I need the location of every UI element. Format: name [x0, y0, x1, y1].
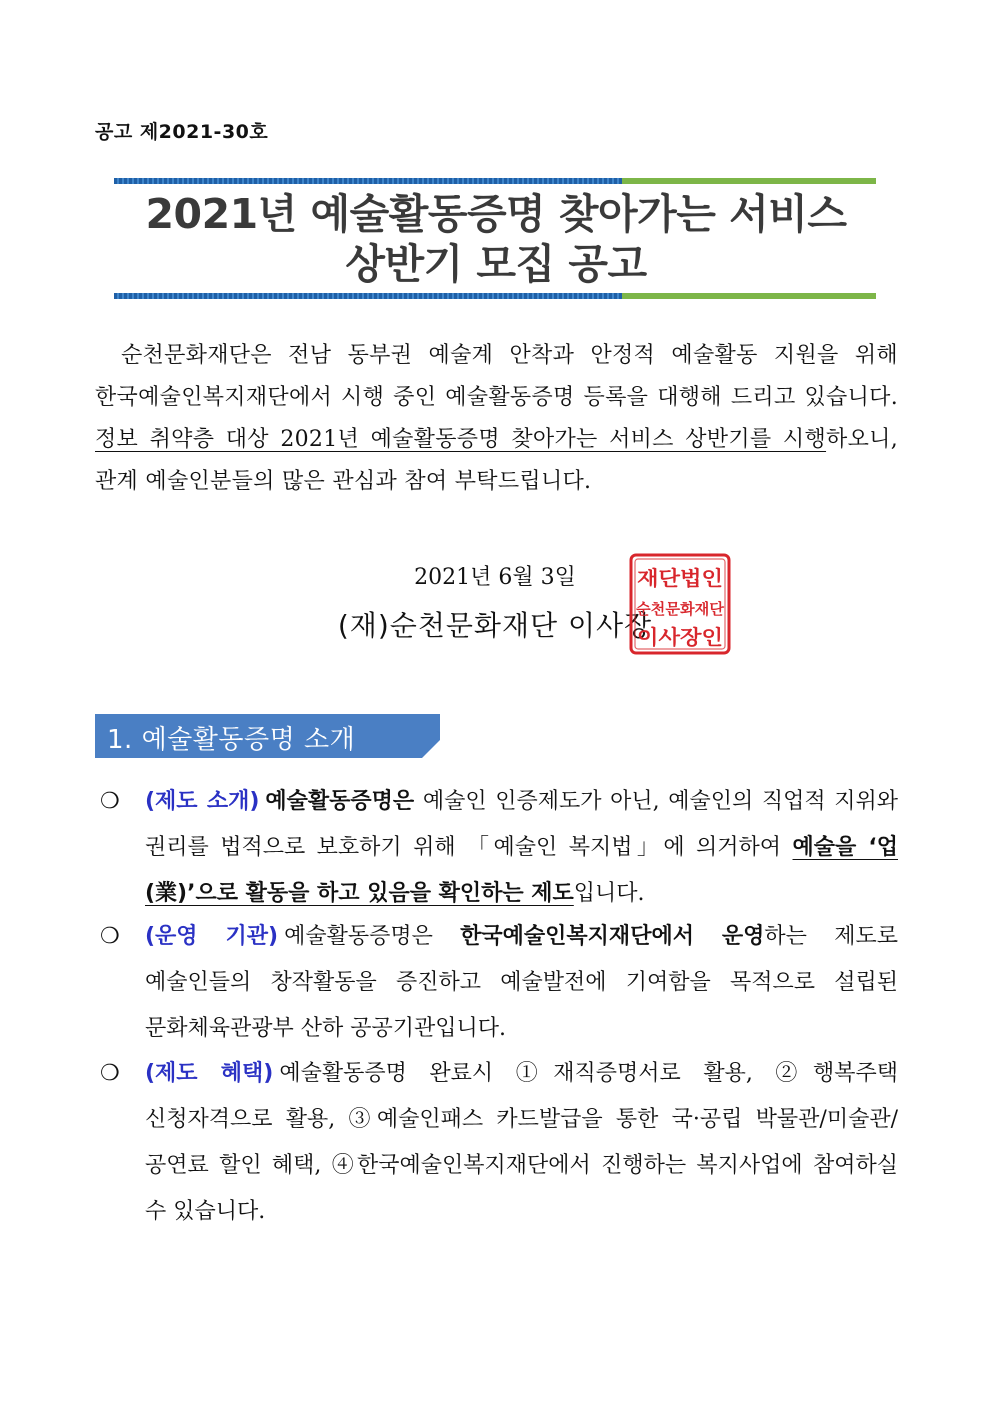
page-title-line2: 상반기 모집 공고: [345, 240, 647, 288]
svg-text:재단법인: 재단법인: [637, 566, 723, 590]
list-item-benefits: [100, 1051, 898, 1235]
intro-text-2: 하오니, 관계 예술인분들의 많은 관심과 참여 부탁드립니다.: [95, 427, 898, 494]
notice-number: 공고 제2021-30호: [95, 121, 269, 143]
organization-signature: (재)순천문화재단 이사장: [337, 609, 653, 642]
svg-text:이사장인: 이사장인: [637, 625, 723, 649]
item-tag: (제도 소개): [145, 789, 260, 814]
item-text-end: 입니다.: [573, 881, 645, 906]
section-header: [95, 714, 440, 758]
list-item-operating-body: [100, 914, 898, 1052]
official-seal-stamp: [628, 552, 732, 656]
intro-paragraph: [95, 335, 898, 503]
item-bold: 한국예술인복지재단에서 운영: [460, 924, 765, 949]
item-tag: (제도 혜택): [145, 1061, 274, 1086]
title-rule-bottom: [114, 293, 876, 299]
page-title-line1: 2021년 예술활동증명 찾아가는 서비스: [145, 190, 847, 238]
circle-bullet-icon: ❍: [100, 789, 120, 814]
intro-text-1: 순천문화재단은 전남 동부권 예술계 안착과 안정적 예술활동 지원을 위해 한국예술인복지재단에서 시행 중인 예술활동증명 등록을 대행해 드리고 있습니다.: [95, 343, 898, 410]
list-item-system-intro: [100, 779, 898, 917]
item-text: 예술활동증명은: [284, 924, 461, 949]
svg-text:순천문화재단: 순천문화재단: [636, 600, 725, 618]
intro-underlined-text: 정보 취약층 대상 2021년 예술활동증명 찾아가는 서비스 상반기를 시행: [95, 427, 827, 452]
item-text: 예술인 인증제도가 아닌, 예술인의 직업적 지위와 권리를 법적으로 보호하기 위해 「예술인 복지법」에 의거하여: [145, 789, 898, 860]
item-text-end: 하는 제도로 예술인들의 창작활동을 증진하고 예술발전에 기여함을 목적으로 설립된 문화체육관광부 산하 공공기관입니다.: [145, 924, 898, 1041]
section-title: 1. 예술활동증명 소개: [107, 725, 356, 755]
item-text: 예술활동증명 완료시 ①재직증명서로 활용, ②행복주택 신청자격으로 활용, ③예술인패스 카드발급을 통한 국·공립 박물관/미술관/공연료 할인 혜택, ④한국예술인복지재단에서 진행하는 복지사업에 참여하실 수 있습니다.: [145, 1061, 898, 1224]
circle-bullet-icon: ❍: [100, 1061, 120, 1086]
title-rule-top: [114, 178, 876, 184]
item-tag: (운영 기관): [145, 924, 279, 949]
circle-bullet-icon: ❍: [100, 924, 120, 949]
announcement-date: 2021년 6월 3일: [414, 565, 576, 590]
item-bold-lead: 예술활동증명은: [265, 789, 415, 814]
item-underlined-bold: 예술을 ‘업(業)’으로 활동을 하고 있음을 확인하는 제도: [145, 835, 898, 906]
